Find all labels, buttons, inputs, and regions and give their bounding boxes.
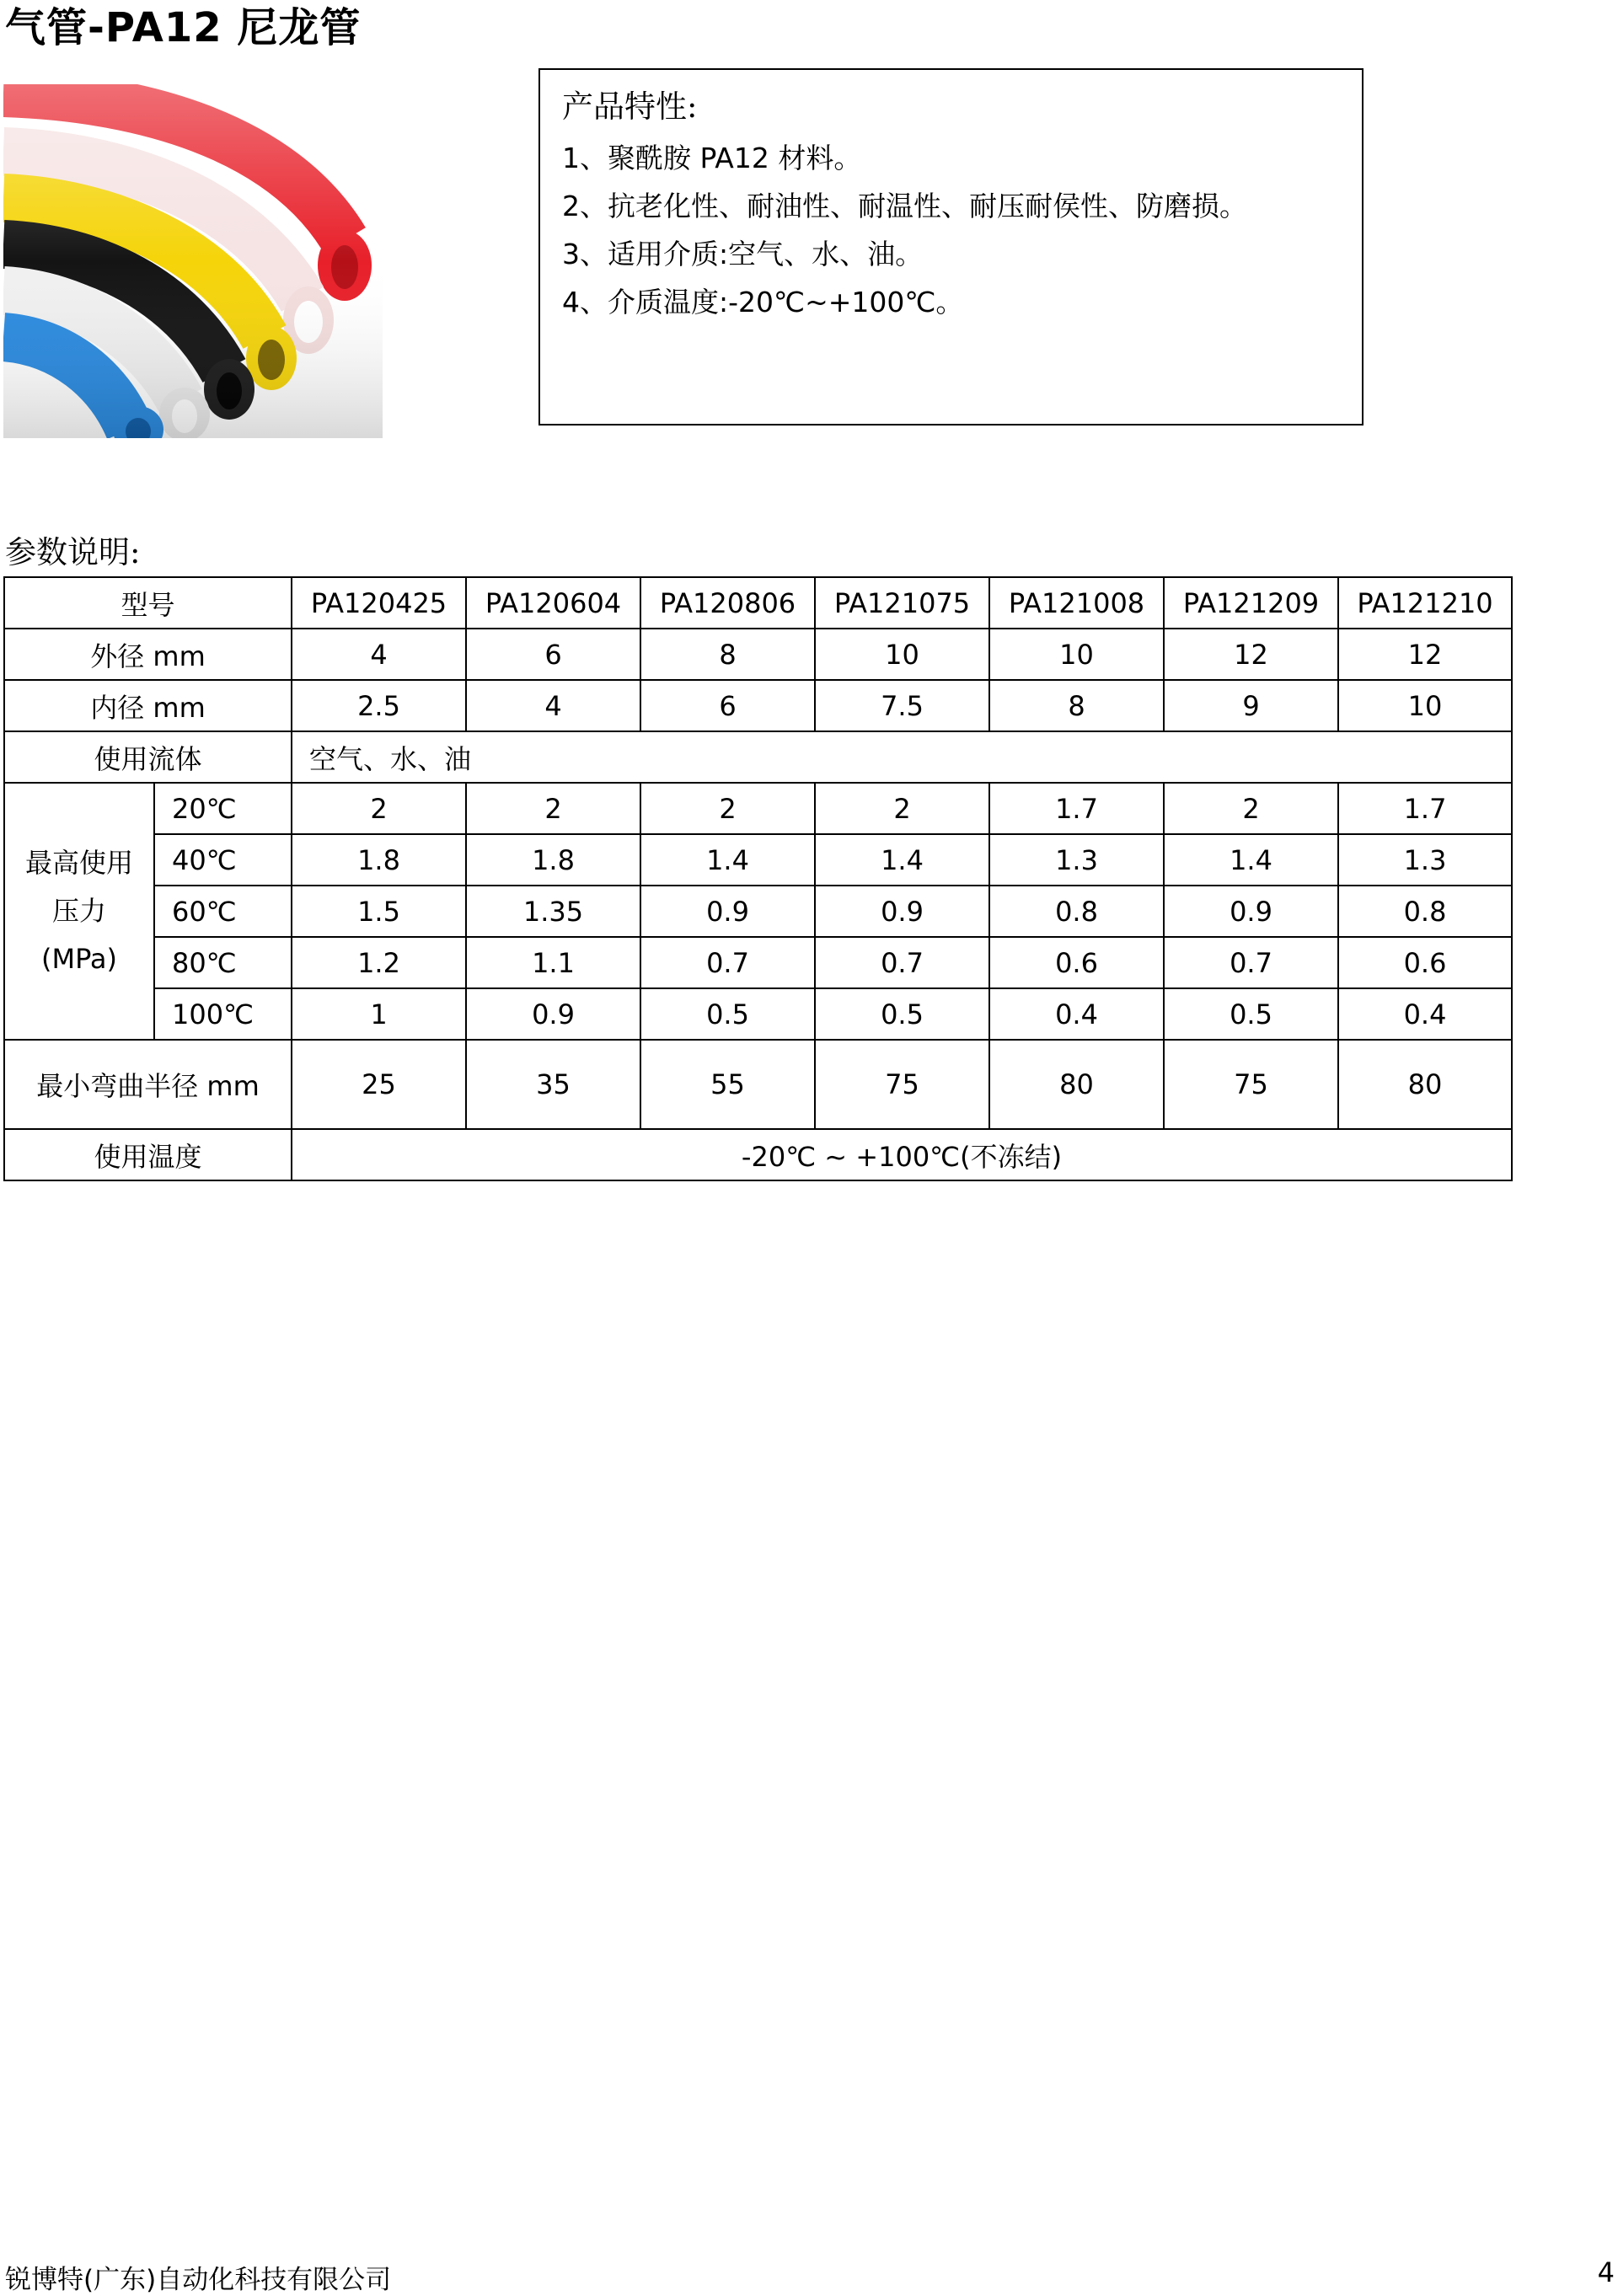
pressure-cell: 0.4 (1338, 988, 1512, 1040)
spec-table (3, 576, 1513, 1181)
pressure-cell: 0.5 (815, 988, 989, 1040)
pressure-cell: 0.7 (640, 937, 815, 988)
pressure-cell: 1.7 (989, 783, 1164, 834)
pressure-cell: 0.7 (1164, 937, 1338, 988)
pressure-label-line: 压力 (51, 895, 106, 927)
temp-range: -20℃ ~ +100℃(不冻结) (292, 1129, 1512, 1180)
bend-cell: 75 (1164, 1040, 1338, 1129)
model-cell: PA120425 (292, 577, 466, 629)
pressure-cell: 2 (466, 783, 640, 834)
pressure-row (4, 783, 1512, 834)
bend-label: 最小弯曲半径 mm (4, 1040, 292, 1129)
features-heading: 产品特性: (562, 88, 698, 125)
pressure-cell: 1.1 (466, 937, 640, 988)
od-cell: 10 (815, 629, 989, 680)
pressure-cell: 0.6 (989, 937, 1164, 988)
feature-item: 4、介质温度:-20℃~+100℃。 (562, 286, 964, 318)
pressure-cell: 1.3 (989, 834, 1164, 886)
pressure-cell: 2 (1164, 783, 1338, 834)
model-cell: PA120806 (640, 577, 815, 629)
fluid-label: 使用流体 (4, 731, 292, 783)
od-cell: 12 (1164, 629, 1338, 680)
inner-diameter-row (4, 680, 1512, 731)
od-cell: 10 (989, 629, 1164, 680)
footer-company: 锐博特(广东)自动化科技有限公司 (5, 2265, 392, 2295)
pressure-row (4, 988, 1512, 1040)
temp-cell: 100℃ (154, 988, 292, 1040)
page-number: 4 (1597, 2256, 1615, 2288)
model-cell: PA121209 (1164, 577, 1338, 629)
pressure-cell: 1.2 (292, 937, 466, 988)
pressure-cell: 0.5 (1164, 988, 1338, 1040)
pressure-cell: 1 (292, 988, 466, 1040)
bend-cell: 55 (640, 1040, 815, 1129)
pressure-cell: 1.8 (466, 834, 640, 886)
fluid-row (4, 731, 1512, 783)
parameters-heading: 参数说明: (5, 534, 141, 570)
pressure-cell: 1.7 (1338, 783, 1512, 834)
od-cell: 12 (1338, 629, 1512, 680)
pressure-cell: 0.9 (640, 886, 815, 937)
temp-cell: 40℃ (154, 834, 292, 886)
pressure-cell: 1.4 (1164, 834, 1338, 886)
model-cell: PA121075 (815, 577, 989, 629)
id-cell: 9 (1164, 680, 1338, 731)
pressure-cell: 0.7 (815, 937, 989, 988)
pressure-cell: 0.4 (989, 988, 1164, 1040)
outer-diameter-row (4, 629, 1512, 680)
pressure-cell: 1.5 (292, 886, 466, 937)
bend-radius-row (4, 1040, 1512, 1129)
fluid-value: 空气、水、油 (292, 731, 1512, 783)
pressure-row (4, 834, 1512, 886)
pressure-row (4, 886, 1512, 937)
pressure-label-line: 最高使用 (24, 847, 133, 879)
pressure-row (4, 937, 1512, 988)
bend-cell: 75 (815, 1040, 989, 1129)
pressure-cell: 1.4 (815, 834, 989, 886)
model-cell: PA120604 (466, 577, 640, 629)
product-features-box (538, 68, 1364, 425)
pressure-cell: 0.8 (1338, 886, 1512, 937)
id-cell: 7.5 (815, 680, 989, 731)
id-cell: 4 (466, 680, 640, 731)
id-cell: 8 (989, 680, 1164, 731)
od-cell: 8 (640, 629, 815, 680)
od-cell: 6 (466, 629, 640, 680)
bend-cell: 25 (292, 1040, 466, 1129)
pressure-cell: 0.9 (815, 886, 989, 937)
id-cell: 2.5 (292, 680, 466, 731)
model-row (4, 577, 1512, 629)
feature-item: 2、抗老化性、耐油性、耐温性、耐压耐侯性、防磨损。 (562, 190, 1247, 222)
model-label: 型号 (4, 577, 292, 629)
pressure-cell: 1.4 (640, 834, 815, 886)
model-cell: PA121210 (1338, 577, 1512, 629)
pressure-cell: 1.8 (292, 834, 466, 886)
feature-item: 1、聚酰胺 PA12 材料。 (562, 142, 862, 174)
pressure-cell: 1.3 (1338, 834, 1512, 886)
od-label: 外径 mm (4, 629, 292, 680)
pressure-label (4, 783, 154, 1040)
temperature-row (4, 1129, 1512, 1180)
id-cell: 6 (640, 680, 815, 731)
temp-cell: 20℃ (154, 783, 292, 834)
pressure-cell: 0.6 (1338, 937, 1512, 988)
model-cell: PA121008 (989, 577, 1164, 629)
feature-item: 3、适用介质:空气、水、油。 (562, 238, 924, 270)
pressure-cell: 0.5 (640, 988, 815, 1040)
od-cell: 4 (292, 629, 466, 680)
pressure-cell: 1.35 (466, 886, 640, 937)
id-cell: 10 (1338, 680, 1512, 731)
pressure-cell: 0.9 (1164, 886, 1338, 937)
bend-cell: 35 (466, 1040, 640, 1129)
pressure-cell: 2 (292, 783, 466, 834)
nylon-tubes-image (3, 84, 383, 438)
pressure-label-line: (MPa) (40, 943, 118, 975)
id-label: 内径 mm (4, 680, 292, 731)
pressure-cell: 2 (815, 783, 989, 834)
pressure-cell: 2 (640, 783, 815, 834)
features-list (562, 134, 1340, 326)
temp-label: 使用温度 (4, 1129, 292, 1180)
pressure-cell: 0.9 (466, 988, 640, 1040)
temp-cell: 60℃ (154, 886, 292, 937)
pressure-cell: 0.8 (989, 886, 1164, 937)
page-title: 气管-PA12 尼龙管 (5, 4, 362, 51)
bend-cell: 80 (1338, 1040, 1512, 1129)
temp-cell: 80℃ (154, 937, 292, 988)
bend-cell: 80 (989, 1040, 1164, 1129)
